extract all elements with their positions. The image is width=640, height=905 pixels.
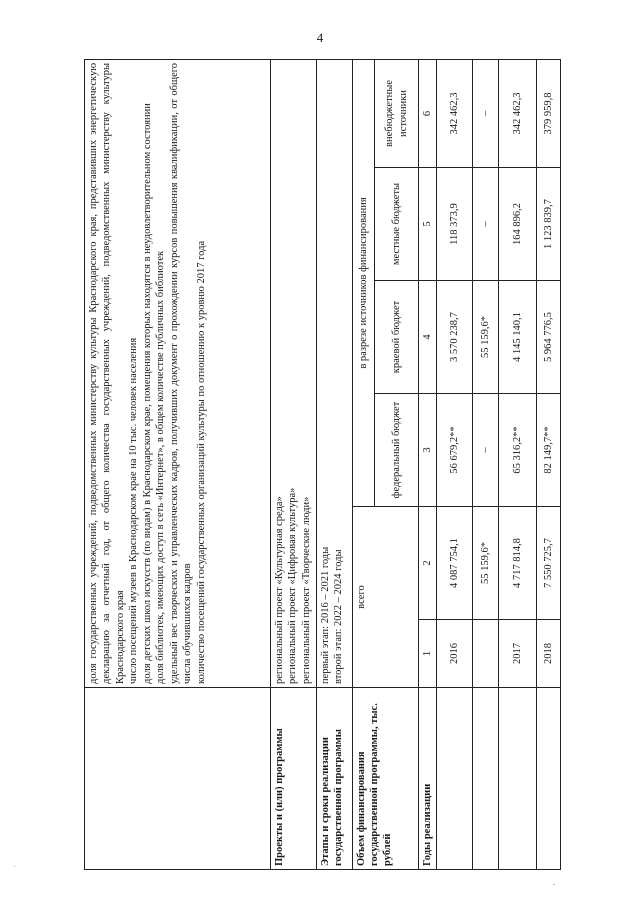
value-cell: 65 316,2** [499, 394, 537, 507]
value-cell: 55 159,6* [473, 507, 499, 620]
indicators-row [85, 59, 271, 869]
value-cell: 342 462,3 [499, 59, 537, 167]
indicator-text: доля государственных учреждений, подведомственных министерству культуры Краснодарского края, представивших энергетическую декларацию за отчетный год, от общего количества государственных учреждений, подведомственных министерству культуры Краснодарского края [88, 62, 126, 684]
scan-mark: - [553, 880, 556, 888]
indicator-text: удельный вес творческих и управленческих кадров, получивших документ о прохождении курсов повышения квалификации, от общего числа обучившихся кадров [168, 62, 194, 684]
indicator-text: число посещений музеев в Краснодарском крае на 10 тыс. человек населения [128, 337, 140, 684]
value-cell: 1 123 839,7 [537, 168, 561, 281]
column-header-regional: краевой бюджет [375, 281, 419, 394]
year-cell: 2017 [499, 620, 537, 688]
financing-header-row [353, 59, 375, 869]
financing-label: Объем финансирования государственной программы, тыс. рублей [353, 688, 419, 870]
value-cell: 3 570 238,7 [437, 281, 473, 394]
value-cell: 56 679,2** [437, 394, 473, 507]
value-cell: 4 717 814,8 [499, 507, 537, 620]
column-number: 2 [419, 507, 437, 620]
year-cell [473, 620, 499, 688]
by-sources-header: в разрезе источников финансирования [353, 59, 375, 506]
column-number: 6 [419, 59, 437, 167]
program-passport-table [84, 59, 561, 870]
value-cell: 4 145 140,1 [499, 281, 537, 394]
value-cell: 4 087 754,1 [437, 507, 473, 620]
value-cell: 55 159,6* [473, 281, 499, 394]
value-cell: 379 959,8 [537, 59, 561, 167]
column-number: 5 [419, 168, 437, 281]
projects-label: Проекты и (или) программы [271, 688, 317, 870]
stage-item: второй этап: 2022 – 2024 годы [333, 549, 345, 684]
indicator-text: доля библиотек, имеющих доступ в сеть «Интернет», в общем количестве публичных библиотек [155, 250, 167, 684]
scan-mark: ' [14, 864, 16, 872]
column-header-extrabudget: внебюджетные источники [375, 59, 419, 167]
label-spacer [537, 688, 561, 870]
year-cell: 2018 [537, 620, 561, 688]
column-header-federal: федеральный бюджет [375, 394, 419, 507]
value-cell: – [473, 59, 499, 167]
indicators-text-cell [85, 59, 271, 687]
value-cell: 118 373,9 [437, 168, 473, 281]
value-cell: 342 462,3 [437, 59, 473, 167]
value-cell: 5 964 776,5 [537, 281, 561, 394]
stages-row [317, 59, 353, 869]
value-cell: – [473, 168, 499, 281]
value-cell: – [473, 394, 499, 507]
projects-list [271, 59, 317, 687]
label-spacer [499, 688, 537, 870]
label-spacer [473, 688, 499, 870]
table-row [537, 59, 561, 869]
project-item: региональный проект «Творческие люди» [300, 496, 312, 684]
indicators-label-cell [85, 688, 271, 870]
column-header-local: местные бюджеты [375, 168, 419, 281]
project-item: региональный проект «Цифровая культура» [287, 487, 299, 684]
label-spacer [437, 688, 473, 870]
page-number: 4 [316, 30, 324, 45]
value-cell: 82 149,7** [537, 394, 561, 507]
year-cell: 2016 [437, 620, 473, 688]
stage-item: первый этап: 2016 – 2021 годы [320, 546, 331, 684]
value-cell: 164 896,2 [499, 168, 537, 281]
stages-list [317, 59, 353, 687]
column-number: 1 [419, 620, 437, 688]
column-number: 4 [419, 281, 437, 394]
indicator-text: количество посещений государственных организаций культуры по отношению к уровню 2017 года [195, 240, 207, 684]
rotated-table-container [84, 60, 560, 870]
total-header: всего [353, 507, 419, 688]
indicator-text: доля детских школ искусств (по видам) в Краснодарском крае, помещения которых находятся в неудовлетворительном состоянии [141, 103, 153, 684]
years-label: Годы реализации [419, 688, 437, 870]
stages-label: Этапы и сроки реализации государственной программы [317, 688, 353, 870]
value-cell: 7 550 725,7 [537, 507, 561, 620]
column-numbers-row [419, 59, 437, 869]
column-number: 3 [419, 394, 437, 507]
project-item: региональный проект «Культурная среда» [274, 496, 285, 684]
table-row [437, 59, 473, 869]
projects-row [271, 59, 317, 869]
table-row [499, 59, 537, 869]
table-row [473, 59, 499, 869]
